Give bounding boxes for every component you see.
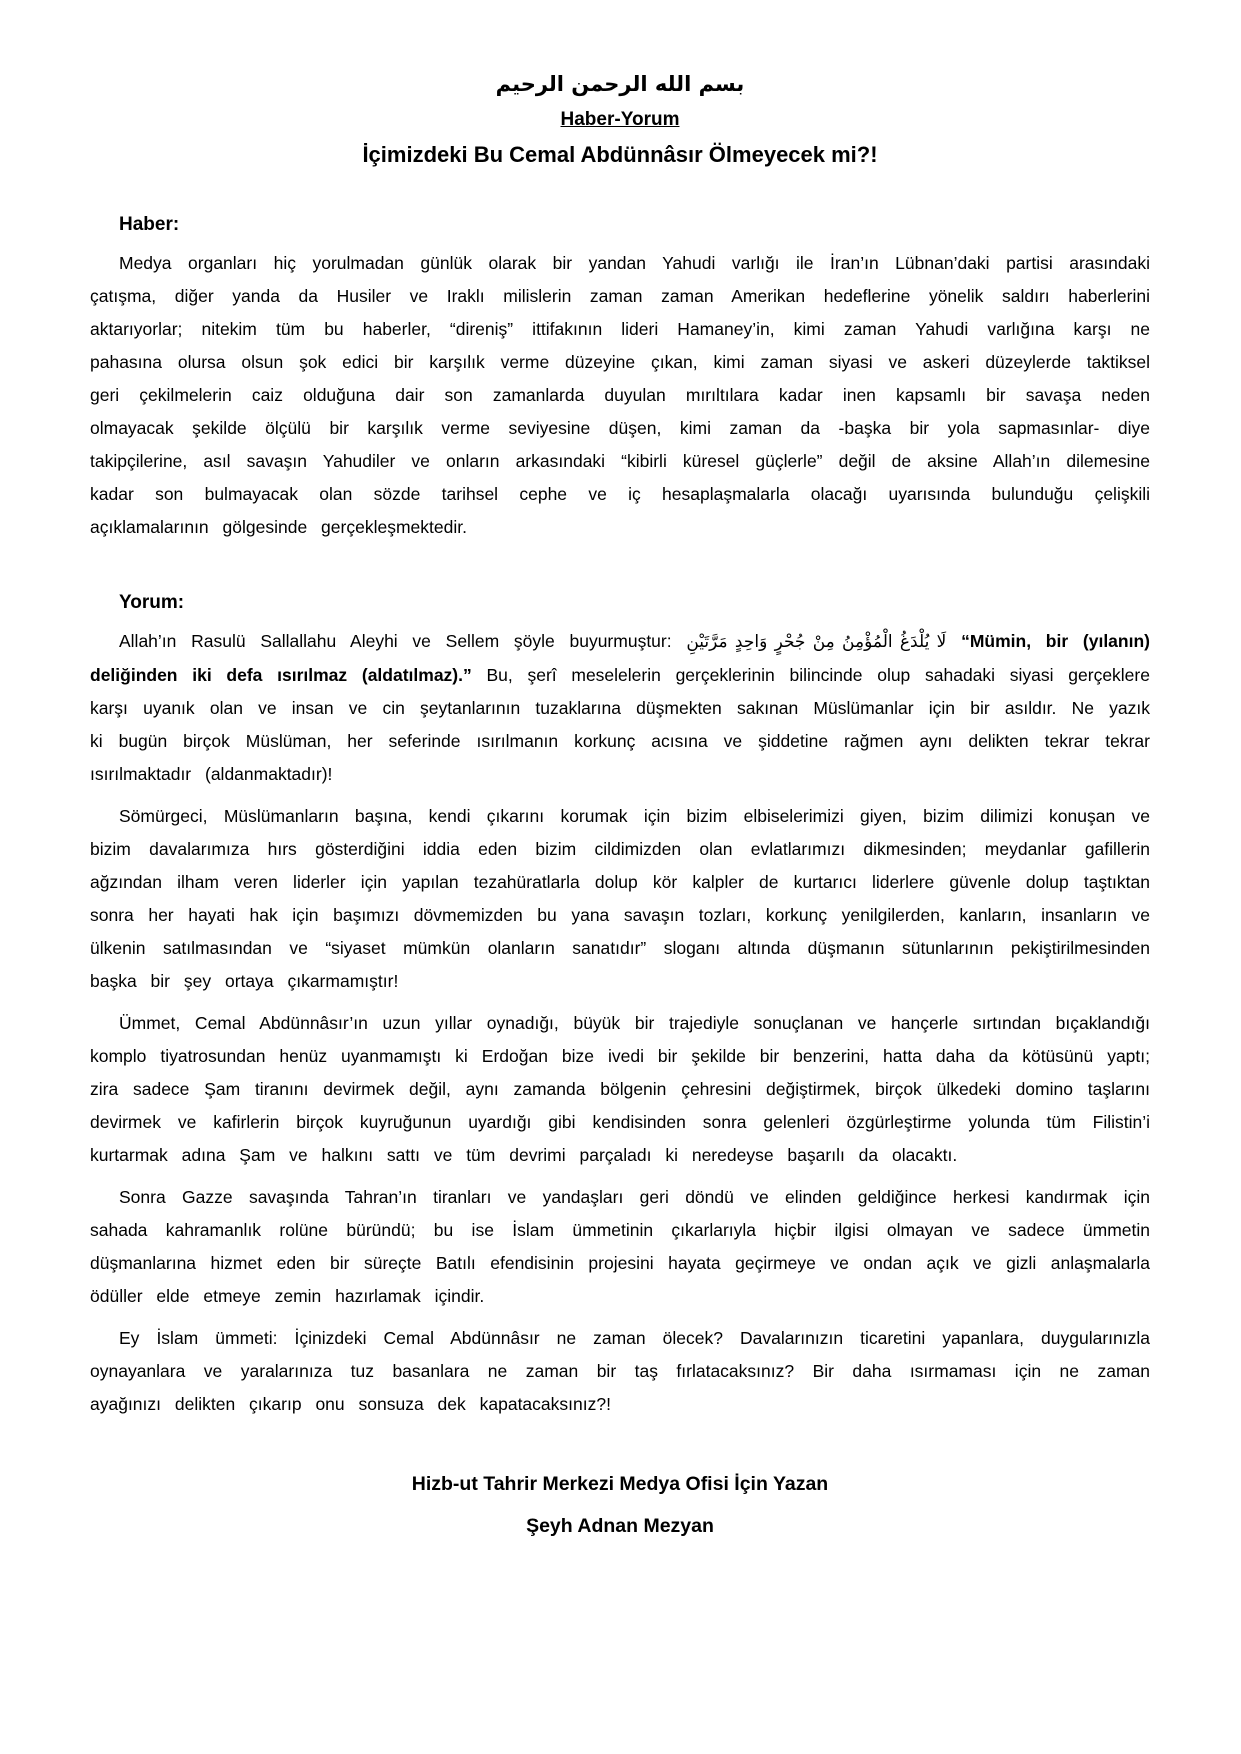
- document-footer: [90, 1471, 1150, 1540]
- document-title: İçimizdeki Bu Cemal Abdünnâsır Ölmeyecek mi?!: [362, 142, 878, 167]
- hadith-intro-text: Allah’ın Rasulü Sallallahu Aleyhi ve Sellem şöyle buyurmuştur:: [119, 631, 672, 651]
- section-yorum: [90, 590, 1150, 1421]
- document-header: [90, 70, 1150, 170]
- yorum-section-heading: Yorum:: [119, 592, 185, 613]
- hadith-arabic-text: لَا يُلْدَغُ الْمُؤْمِنُ مِنْ جُحْرٍ وَاحِدٍ مَرَّتَيْنِ: [686, 632, 947, 652]
- yorum-paragraph-ummet: Ümmet, Cemal Abdünnâsır’ın uzun yıllar oynadığı, büyük bir trajediyle sonuçlanan ve hançerle sırtından bıçaklandığı komplo tiyatrosundan henüz uyanmamıştı ki Erdoğan bize ivedi bir şekilde bir benzerini, hatta daha da kötüsünü yaptı; zira sadece Şam tiranını devirmek değil, aynı zamanda bölgenin çehresini değiştirmek, birçok ülkedeki domino taşlarını devirmek ve kafirlerin birçok kuyruğunun uyardığı gibi kendisinden sonra gelenleri özgürleştirme yolunda tüm Filistin’i kurtarmak adına Şam ve halkını sattı ve tüm devrimi parçaladı ki neredeyse başarılı da olacaktı.: [90, 1013, 1150, 1165]
- author-name-line: Şeyh Adnan Mezyan: [526, 1515, 714, 1537]
- basmala-arabic-text: بسم الله الرحمن الرحيم: [495, 72, 745, 96]
- yorum-paragraph-ey-islam-ummeti: Ey İslam ümmeti: İçinizdeki Cemal Abdünnâsır ne zaman ölecek? Davalarınızın ticaretini yapanlara, duygularınızla oynayanlara ve yaralarınıza tuz basanlara ne zaman bir taş fırlatacaksınız? Bir daha ısırmaması için ne zaman ayağınızı delikten çıkarıp onu sonsuza dek kapatacaksınız?!: [90, 1328, 1150, 1414]
- haber-section-heading: Haber:: [119, 214, 180, 235]
- yorum-paragraph-gazze: Sonra Gazze savaşında Tahran’ın tiranları ve yandaşları geri döndü ve elinden geldiğince herkesi kandırmak için sahada kahramanlık rolüne büründü; bu ise İslam ümmetinin çıkarlarıyla hiçbir ilgisi olmayan ve sadece ümmetin düşmanlarına hizmet eden bir süreçte Batılı efendisinin projesini hayata geçirmeye ve ondan açık ve gizli anlaşmalarla ödüller elde etmeye zemin hazırlamak içindir.: [90, 1187, 1150, 1306]
- yorum-paragraph-hadith: [90, 625, 1150, 791]
- hadith-commentary-text: Bu, şerî meselelerin gerçeklerinin bilincinde olup sahadaki siyasi gerçeklere karşı uyanık olan ve insan ve cin şeytanlarının tuzaklarına düşmekten sakınan Müslümanlar için bir asıldır. Ne yazık ki bugün birçok Müslüman, her seferinde ısırılmanın korkunç acısına ve şiddetine rağmen aynı delikten tekrar tekrar ısırılmaktadır (aldanmaktadır)!: [90, 665, 1150, 784]
- haber-paragraph: Medya organları hiç yorulmadan günlük olarak bir yandan Yahudi varlığı ile İran’ın Lübnan’daki partisi arasındaki çatışma, diğer yanda da Husiler ve Iraklı milislerin zaman zaman Amerikan hedeflerine yönelik saldırı haberlerini aktarıyorlar; nitekim tüm bu haberler, “direniş” ittifakının lideri Hamaney’in, kimi zaman Yahudi varlığına karşı ne pahasına olursa olsun şok edici bir karşılık verme düzeyine çıkan, kimi zaman siyasi ve askeri düzeylerde taktiksel geri çekilmelerin caiz olduğuna dair son zamanlarda duyulan mırıltılara kadar inen kapsamlı bir savaşa neden olmayacak şekilde ölçülü bir karşılık verme seviyesine düşen, kimi zaman da -başka bir yola sapmasınlar- diye takipçilerine, asıl savaşın Yahudiler ve onların arkasındaki “kibirli küresel güçlerle” değil de aksine Allah’ın dilemesine kadar son bulmayacak olan sözde tarihsel cephe ve iç hesaplaşmalarla olacağı uyarısında bulunduğu çelişkili açıklamalarının gölgesinde gerçekleşmektedir.: [90, 253, 1150, 537]
- kicker-haber-yorum: Haber-Yorum: [560, 109, 680, 130]
- yorum-paragraph-somurgeci: Sömürgeci, Müslümanların başına, kendi çıkarını korumak için bizim elbiselerimizi giyen, bizim dilimizi konuşan ve bizim davalarımıza hırs gösterdiğini iddia eden bizim cildimizden olan evlatlarımızı dikmesinden; meydanlar gafillerin ağzından ilham veren liderler için yapılan tezahüratlarla dolup kör kalpler de kurtarıcı liderlere güvenle dolup taştıktan sonra her hayati hak için başımızı dövmemizden bu yana savaşın tozları, korkunç yenilgilerden, kanların, insanların ve ülkenin satılmasından ve “siyaset mümkün olanların sanatıdır” sloganı altında düşmanın sütunlarının pekiştirilmesinden başka bir şey ortaya çıkarmamıştır!: [90, 806, 1150, 991]
- author-organization-line: Hizb-ut Tahrir Merkezi Medya Ofisi İçin Yazan: [411, 1473, 829, 1495]
- section-haber: [90, 212, 1150, 544]
- hadith-translation-bold: “Mümin, bir (yılanın) deliğinden iki defa ısırılmaz (aldatılmaz).”: [90, 631, 1150, 685]
